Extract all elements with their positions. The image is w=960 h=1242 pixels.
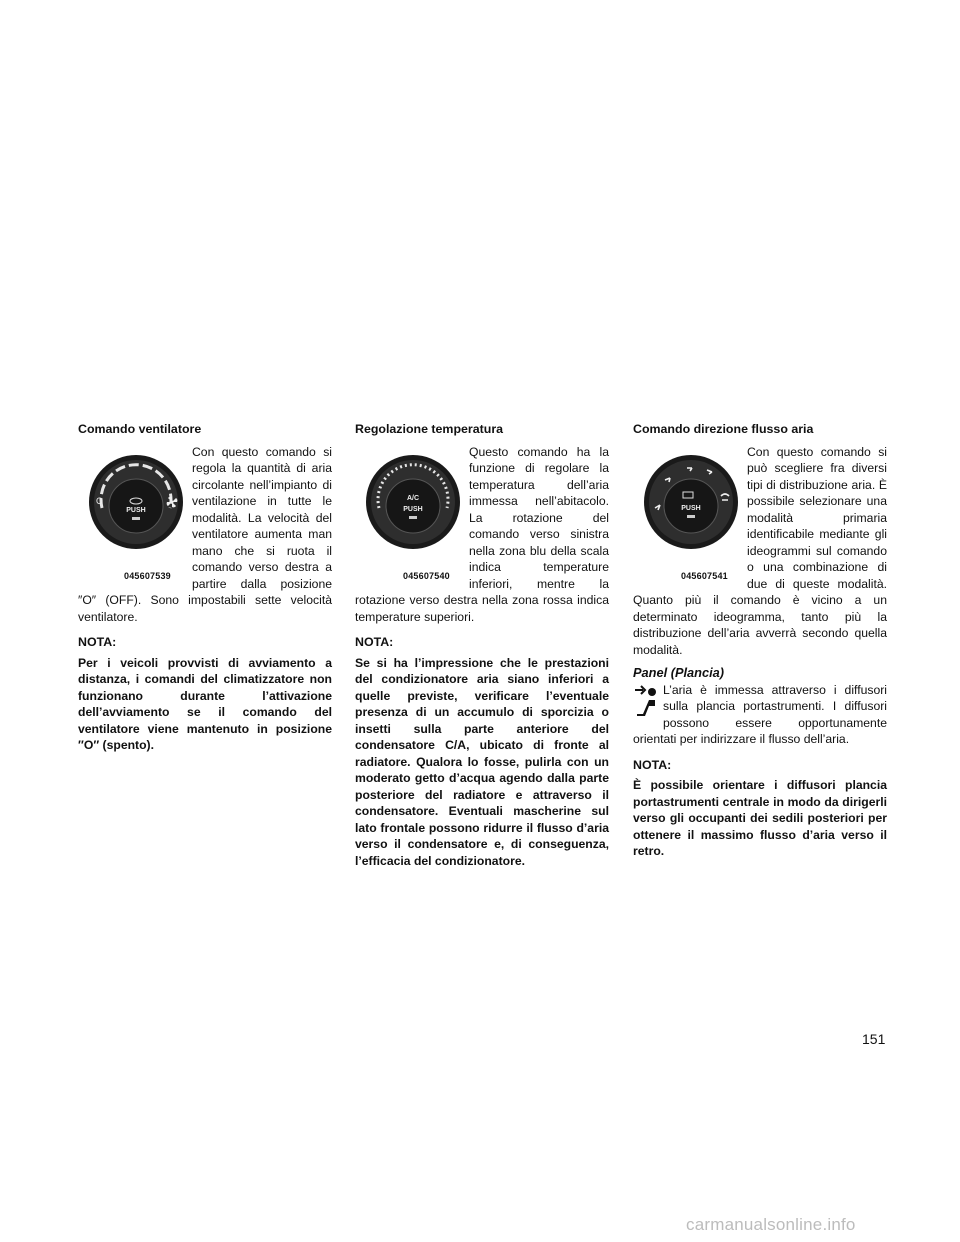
airflow-body: Con questo comando si può scegliere fra diversi tipi di distribuzione aria. È possibile selezionare una modalità primaria identificabile mediante gli ideogrammi sul comando o una combinazione di due di queste modalità. Quanto più il comando è vicino a un determinato ideogramma, tanto più la distribuzione dell’aria avverrà secondo quella modalità. [633,444,887,657]
airflow-note-label: NOTA: [633,757,672,772]
panel-vent-icon [633,684,659,720]
column-temperature [355,421,609,869]
airflow-note: È possibile orientare i diffusori plancia portastrumenti centrale in modo da dirigerli verso gli occupanti dei sedili posteriori per ottenere il massimo flusso d’aria verso il retro. [633,778,887,858]
temperature-figure-code: 045607540 [403,570,450,581]
panel-subheading: Panel (Plancia) [633,665,725,680]
airflow-figure-code: 045607541 [681,570,728,581]
fan-icon [167,496,178,507]
column-blower [78,421,332,754]
temperature-body: Questo comando ha la funzione di regolare la temperatura dell’aria immessa nell’abitacolo. La rotazione del comando verso sinistra nella zona blu della scala indica temperature inferiori, mentre la rotazione verso destra nella zona rossa indica temperature superiori. [355,444,609,624]
airflow-knob-image [643,446,739,558]
airflow-heading: Comando direzione flusso aria [633,422,814,436]
temperature-note: Se si ha l’impressione che le prestazioni del condizionatore aria siano inferiori a quelle previste, verificare l’eventuale presenza di un accumulo di sporcizia o insetti sulla parte anteriore del condensatore C/A, ubicato di fronte al radiatore. Qualora lo fosse, pulirla con un moderato getto d’acqua agendo dalla parte posteriore del radiatore e attraverso il condensatore. Eventuali mascherine sul lato frontale possono ridurre il flusso d’aria verso il condensatore e, di conseguenza, l’efficacia del condizionatore. [355,655,609,868]
blower-figure-code: 045607539 [124,570,171,581]
temperature-note-label: NOTA: [355,635,394,649]
blower-body: Con questo comando si regola la quantità di aria circolante nell’impianto di ventilazione in tutte le modalità. La velocità del ventilatore aumenta man mano che si ruota il comando verso destra a partire dalla posizione ″O″ (OFF). Sono impostabili sette velocità ventilatore. [78,444,332,624]
panel-body: L’aria è immessa attraverso i diffusori sulla plancia portastrumenti. I diffusori possono essere opportunamente orientati per indirizzare il flusso dell’aria. [633,682,887,746]
watermark: carmanualsonline.info [686,1215,856,1234]
temperature-heading: Regolazione temperatura [355,422,504,436]
blower-note: Per i veicoli provvisti di avviamento a distanza, i comandi del climatizzatore non funzionano durante l’attivazione dell’avviamento se il comando del ventilatore viene mantenuto in posizione ″O″ (spento). [78,655,332,752]
page-number: 151 [862,1031,886,1047]
temperature-knob-image [365,446,461,558]
airflow-knob-push: PUSH [681,504,701,512]
temperature-knob-push: PUSH [403,505,423,513]
blower-knob-figure [78,444,190,584]
airflow-knob-figure [633,444,745,584]
blower-off-mark: O [96,495,104,506]
blower-knob-image [88,446,184,558]
blower-heading: Comando ventilatore [78,422,202,436]
blower-note-label: NOTA: [78,635,117,649]
column-airflow [633,421,887,860]
blower-knob-push: PUSH [126,506,146,514]
temperature-knob-figure [355,444,467,584]
temperature-knob-ac: A/C [406,494,420,502]
